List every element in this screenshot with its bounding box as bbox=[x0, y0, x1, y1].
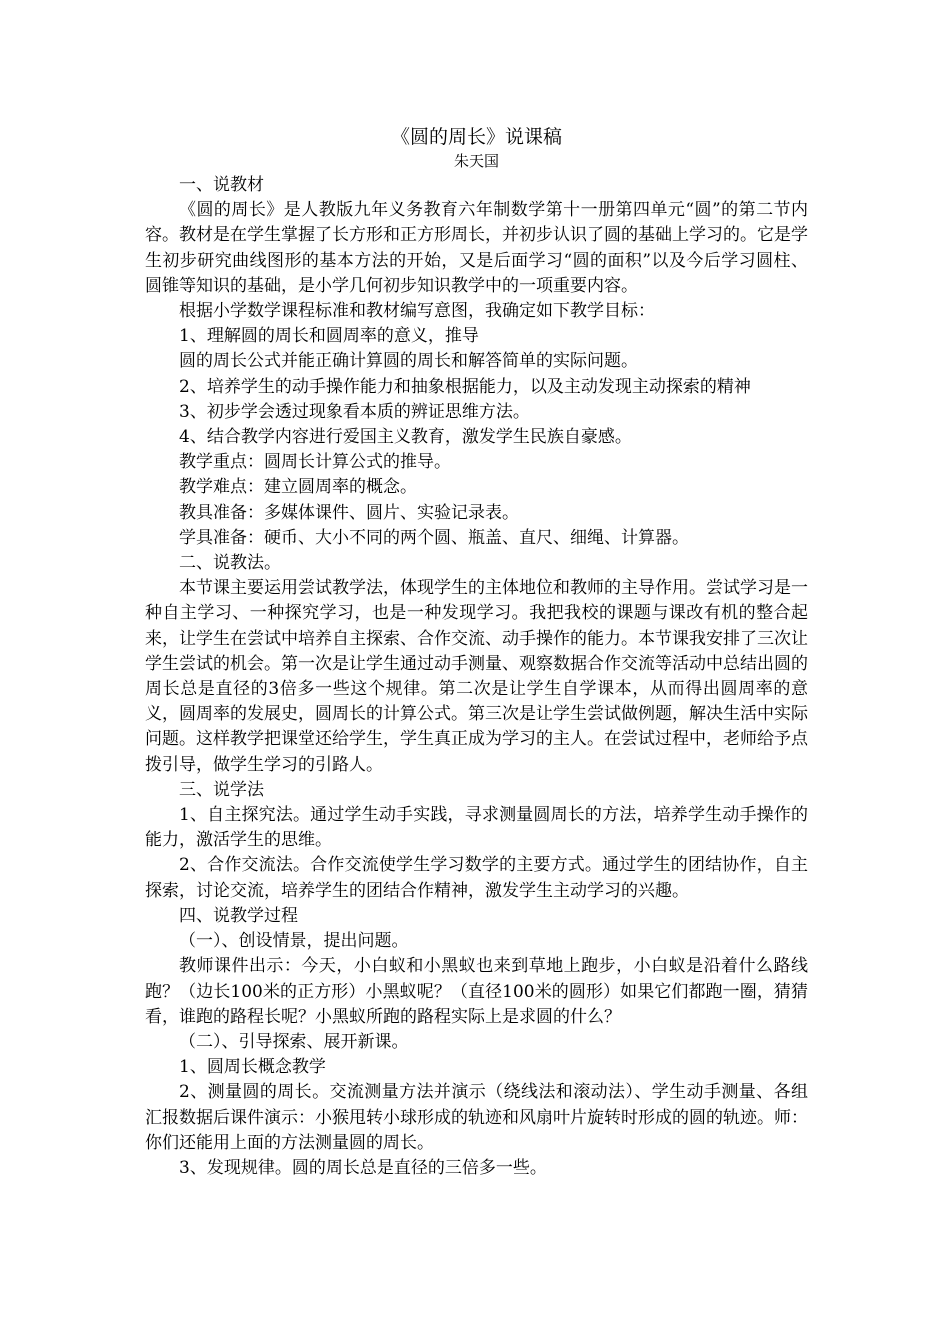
heading-section-2: 二、说教法。 bbox=[179, 553, 281, 574]
step-item-2: 2、测量圆的周长。交流测量方法并演示（绕线法和滚动法）、学生动手测量、各组汇报数据后课件演示：小猴甩转小球形成的轨迹和风扇叶片旋转时形成的圆的轨迹。师：你们还能用上面的方法测量圆的周长。 bbox=[145, 1082, 808, 1153]
student-tools: 学具准备：硬币、大小不同的两个圆、瓶盖、直尺、细绳、计算器。 bbox=[179, 527, 689, 548]
paragraph-goals-intro: 根据小学数学课程标准和教材编写意图，我确定如下教学目标： bbox=[179, 301, 655, 322]
goal-item-4: 4、结合教学内容进行爱国主义教育，激发学生民族自豪感。 bbox=[179, 427, 632, 448]
teaching-aids: 教具准备：多媒体课件、圆片、实验记录表。 bbox=[179, 502, 519, 523]
subheading-step-1: （一）、创设情景，提出问题。 bbox=[179, 931, 409, 952]
paragraph-scenario: 教师课件出示：今天，小白蚁和小黑蚁也来到草地上跑步，小白蚁是沿着什么路线跑？（边长100米的正方形）小黑蚁呢？（直径100米的圆形）如果它们都跑一圈，猜猜看，谁跑的路程长呢？小黑蚁所跑的路程实际上是求圆的什么？ bbox=[145, 956, 808, 1027]
learning-method-1: 1、自主探究法。通过学生动手实践，寻求测量圆周长的方法，培养学生动手操作的能力，激活学生的思维。 bbox=[145, 805, 808, 851]
learning-method-2: 2、合作交流法。合作交流使学生学习数学的主要方式。通过学生的团结协作，自主探索，讨论交流，培养学生的团结合作精神，激发学生主动学习的兴趣。 bbox=[145, 855, 808, 901]
document-author: 朱天国 bbox=[453, 152, 499, 170]
document-title: 《圆的周长》说课稿 bbox=[390, 126, 562, 148]
goal-item-2: 2、培养学生的动手操作能力和抽象根据能力，以及主动发现主动探索的精神 bbox=[179, 376, 751, 397]
heading-section-1: 一、说教材 bbox=[179, 175, 264, 195]
document-body bbox=[145, 123, 808, 1181]
heading-section-4: 四、说教学过程 bbox=[179, 905, 298, 926]
step-item-3: 3、发现规律。圆的周长总是直径的三倍多一些。 bbox=[179, 1157, 547, 1178]
teaching-key-point: 教学重点：圆周长计算公式的推导。 bbox=[179, 452, 451, 473]
paragraph-textbook-intro: 《圆的周长》是人教版九年义务教育六年制数学第十一册第四单元“圆”的第二节内容。教材是在学生掌握了长方形和正方形周长，并初步认识了圆的基础上学习的。它是学生初步研究曲线图形的基本方法的开始，又是后面学习“圆的面积”以及今后学习圆柱、圆锥等知识的基础，是小学几何初步知识教学中的一项重要内容。 bbox=[145, 200, 808, 296]
step-item-1: 1、圆周长概念教学 bbox=[179, 1057, 326, 1078]
heading-section-3: 三、说学法 bbox=[179, 779, 264, 800]
subheading-step-2: （二）、引导探索、展开新课。 bbox=[179, 1031, 409, 1052]
goal-item-3: 3、初步学会透过现象看本质的辨证思维方法。 bbox=[179, 401, 530, 422]
goal-item-1-continued: 圆的周长公式并能正确计算圆的周长和解答简单的实际问题。 bbox=[179, 351, 638, 372]
goal-item-1: 1、理解圆的周长和圆周率的意义，推导 bbox=[179, 326, 479, 347]
paragraph-teaching-method: 本节课主要运用尝试教学法，体现学生的主体地位和教师的主导作用。尝试学习是一种自主学习、一种探究学习，也是一种发现学习。我把我校的课题与课改有机的整合起来，让学生在尝试中培养自主探索、合作交流、动手操作的能力。本节课我安排了三次让学生尝试的机会。第一次是让学生通过动手测量、观察数据合作交流等活动中总结出圆的周长总是直径的3倍多一些这个规律。第二次是让学生自学课本，从而得出圆周率的意义，圆周率的发展史，圆周长的计算公式。第三次是让学生尝试做例题，解决生活中实际问题。这样教学把课堂还给学生，学生真正成为学习的主人。在尝试过程中，老师给予点拨引导，做学生学习的引路人。 bbox=[145, 578, 808, 775]
teaching-difficulty: 教学难点：建立圆周率的概念。 bbox=[179, 477, 417, 498]
